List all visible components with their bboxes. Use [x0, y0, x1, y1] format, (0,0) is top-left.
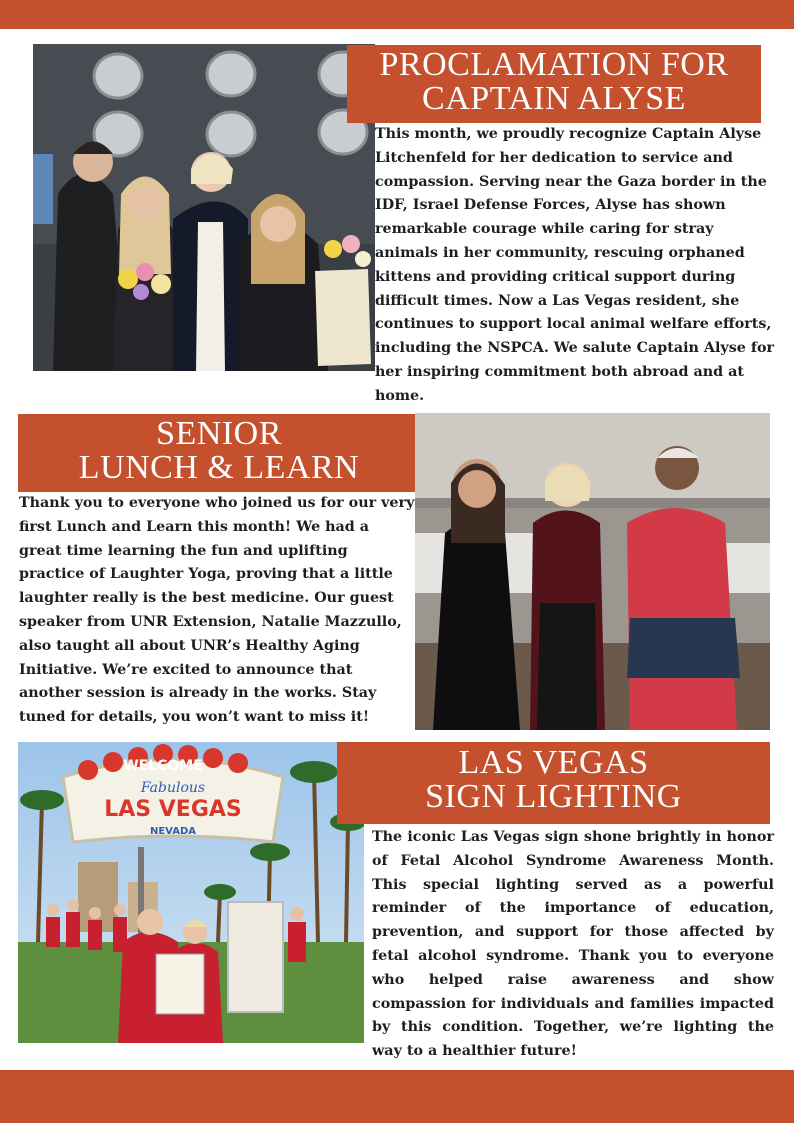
proclamation-group-photo	[33, 44, 375, 371]
sign-lighting-title-line2: SIGN LIGHTING	[425, 778, 682, 815]
bottom-accent-band	[0, 1070, 794, 1123]
proclamation-body: This month, we proudly recognize Captain Alyse Litchenfeld for her dedication to service and compassion. Serving near the Gaza border in the IDF, Israel Defense Forces, Alyse has shown remarkable courage while caring for stray animals in her community, rescuing orphaned kittens and providing critical support during difficult times. Now a Las Vegas resident, she continues to support local animal welfare efforts, including the NSPCA. We salute Captain Alyse for her inspiring commitment both abroad and at home.	[375, 126, 775, 404]
sign-state-text: NEVADA	[149, 826, 197, 837]
sign-lighting-body: The iconic Las Vegas sign shone brightly in honor of Fetal Alcohol Syndrome Awareness Month. This special lighting served as a powerful reminder of the importance of education, prevention, and support for those affected by fetal alcohol syndrome. Thank you to everyone who helped raise awareness and show compassion for individuals and families impacted by this condition. Together, we’re lighting the way to a healthier future!	[372, 829, 774, 1060]
proclamation-heading	[347, 45, 761, 123]
top-accent-band	[0, 0, 794, 29]
sign-city-text: LAS VEGAS	[104, 797, 242, 822]
sign-lighting-title-line1: LAS VEGAS	[458, 744, 649, 781]
lunch-learn-heading	[18, 414, 420, 492]
sign-fabulous-text: Fabulous	[140, 780, 206, 796]
lunch-learn-body: Thank you to everyone who joined us for our very first Lunch and Learn this month! We had a great time learning the fun and uplifting practice of Laughter Yoga, proving that a little laughter really is the best medicine. Our guest speaker from UNR Extension, Natalie Mazzullo, also taught all about UNR’s Healthy Aging Initiative. We’re excited to announce that another session is already in the works. Stay tuned for details, you won’t want to miss it!	[19, 495, 415, 726]
proclamation-title-line1: PROCLAMATION FOR	[379, 46, 729, 83]
lunch-learn-group-photo	[415, 413, 770, 730]
las-vegas-sign-photo	[18, 742, 364, 1043]
sign-lighting-heading	[337, 742, 770, 824]
lunch-learn-title-line1: SENIOR	[156, 415, 282, 452]
lunch-learn-title-line2: LUNCH & LEARN	[78, 449, 360, 486]
sign-welcome-text: WELCOME	[123, 758, 203, 774]
proclamation-title-line2: CAPTAIN ALYSE	[422, 80, 686, 117]
